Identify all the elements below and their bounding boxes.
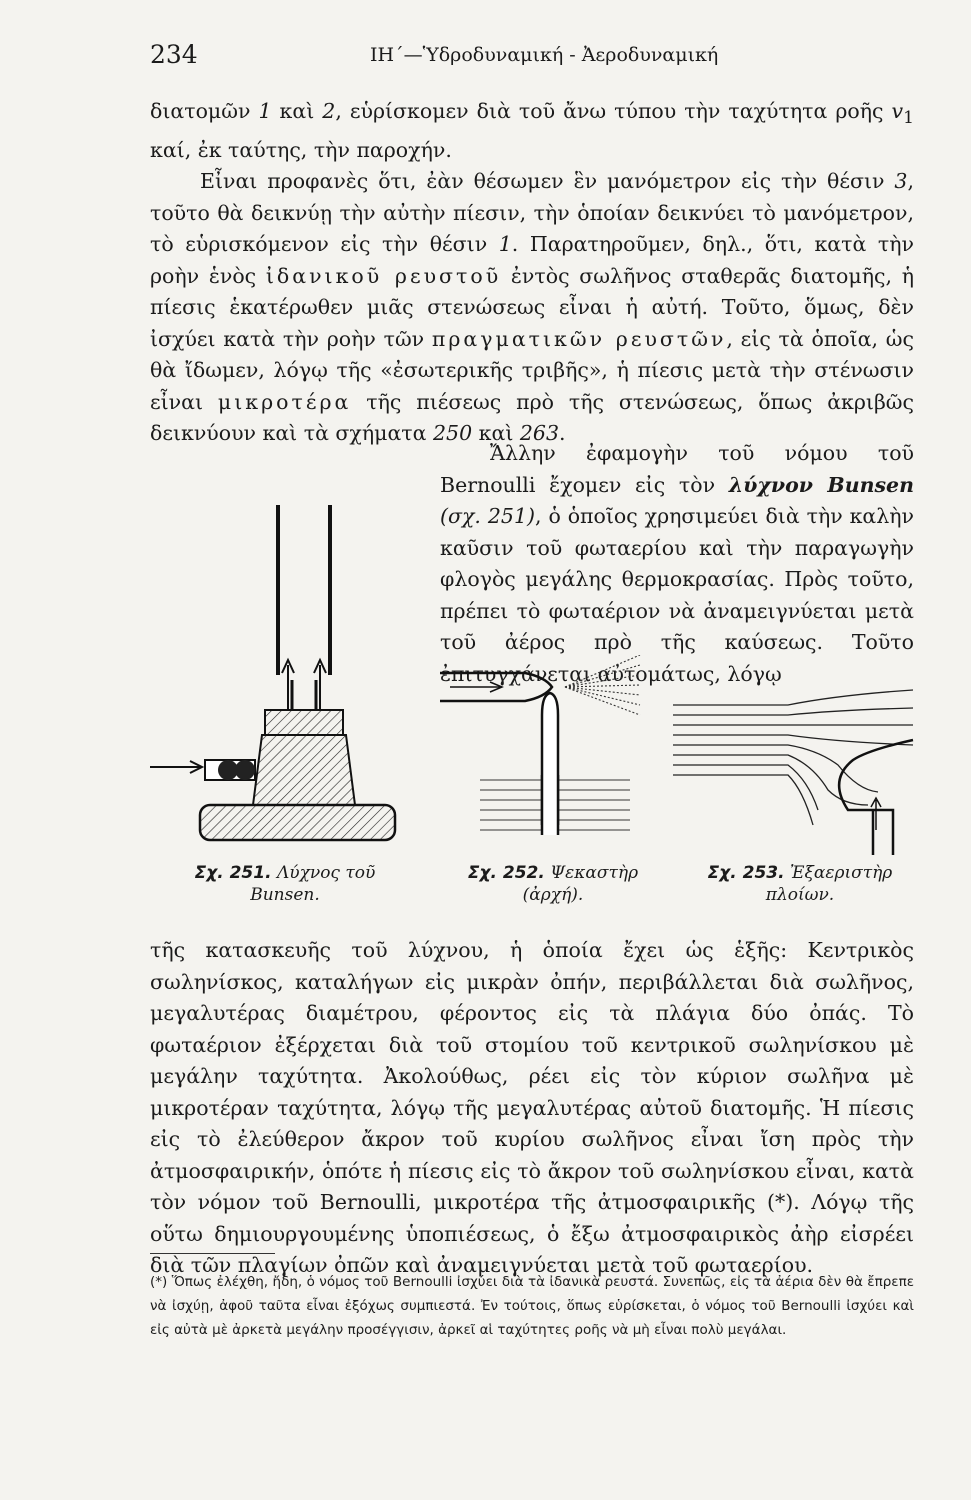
- term-bunsen-lamp: λύχνον Bunsen: [728, 472, 914, 497]
- term-real-fluids: πραγματικῶν ρευστῶν: [431, 326, 727, 351]
- figure-253-ventilator: [668, 680, 918, 855]
- intro-paragraph: διατομῶν 1 καὶ 2, εὑρίσκομεν διὰ τοῦ ἄνω τύπου τὴν ταχύτητα ροῆς $v_1$ καί, ἐκ ταύτης, τὴν παροχήν.: [150, 99, 914, 162]
- footnote-rule: [150, 1253, 275, 1254]
- page-header: [150, 40, 910, 74]
- footnote: (*) Ὅπως ἐλέχθη, ἤδη, ὁ νόμος τοῦ Bernoulli ἰσχύει διὰ τὰ ἰδανικὰ ρευστά. Συνεπῶς, εἰς τὰ ἀέρια δὲν θὰ ἔπρεπε νὰ ἰσχύῃ, ἀφοῦ ταῦτα εἶναι ἐξόχως συμπιεστά. Ἐν τούτοις, ὅπως εὑρίσκεται, ὁ νόμος τοῦ Bernoulli ἰσχύει καὶ εἰς αὐτὰ μὲ ἀρκετὰ μεγάλην προσέγγισιν, ἀρκεῖ αἱ ταχύτητες ροῆς νὰ μὴ εἶναι πολὺ μεγάλαι.: [150, 1274, 914, 1338]
- term-smaller: μικροτέρα: [217, 389, 352, 414]
- caption-figure-252: Σχ. 252. Ψεκαστὴρ (ἀρχή).: [467, 863, 639, 905]
- figure-251-bunsen-burner: [150, 505, 410, 850]
- text-block-top: [150, 96, 914, 450]
- paragraph-bunsen-construction: τῆς κατασκευῆς τοῦ λύχνου, ἡ ὁποία ἔχει ὡς ἑξῆς: Κεντρικὸς σωληνίσκος, καταλήγων εἰς μικρὰν ὀπήν, περιβάλλεται διὰ σωλῆνος, μεγαλυτέρας διαμέτρου, φέροντος εἰς τὰ πλάγια δύο ὀπάς. Τὸ φωταέριον ἐξέρχεται διὰ τοῦ στομίου τοῦ κεντρικοῦ σωληνίσκου μὲ μεγάλην ταχύτητα. Ἀκολούθως, ρέει εἰς τὸν κύριον σωλῆνα μὲ μικροτέραν ταχύτητα, λόγῳ τῆς μεγαλυτέρας αὐτοῦ διατομῆς. Ἡ πίεσις εἰς τὸ ἐλεύθερον ἄκρον τοῦ κυρίου σωλῆνος εἶναι ἴση πρὸς τὴν ἀτμοσφαιρικήν, ὁπότε ἡ πίεσις εἰς τὸ ἄκρον τοῦ σωληνίσκου εἶναι, κατὰ τὸν νόμον τοῦ Bernoulli, μικροτέρα τῆς ἀτμοσφαιρικῆς (*). Λόγῳ τῆς οὕτω δημιουργουμένης ὑποπιέσεως, ὁ ἔξω ἀτμοσφαιρικὸς ἀὴρ εἰσρέει διὰ τῶν πλαγίων ὀπῶν καὶ ἀναμειγνύεται μετὰ τοῦ φωταερίου.: [150, 938, 914, 1277]
- term-ideal-fluid: ἰδανικοῦ ρευστοῦ: [265, 263, 502, 288]
- bunsen-paragraph: Ἄλλην ἐφαμογὴν τοῦ νόμου τοῦ Bernoulli ἔχομεν εἰς τὸν λύχνον Bunsen (σχ. 251), ὁ ὁποῖος χρησιμεύει διὰ τὴν καλὴν καῦσιν τοῦ φωταερίου καὶ τὴν παραγωγὴν φλογὸς μεγάλης θερμοκρασίας. Πρὸς τοῦτο, πρέπει τὸ φωταέριον νὰ ἀναμειγνύεται μετὰ τοῦ ἀέρος πρὸ τῆς καύσεως. Τοῦτο ἐπιτυγχάνεται αὐτομάτως, λόγῳ: [150, 438, 914, 1038]
- text-block-bottom: [150, 935, 914, 1282]
- figure-252-sprayer: [440, 655, 645, 850]
- page-number: 234: [150, 40, 198, 69]
- running-title: ΙΗ΄—Ὑδροδυναμική - Ἀεροδυναμική: [370, 44, 719, 66]
- caption-figure-253: Σχ. 253. Ἐξαεριστὴρ πλοίων.: [707, 863, 893, 905]
- caption-figure-251: Σχ. 251. Λύχνος τοῦ Bunsen.: [194, 863, 376, 905]
- paragraph-ideal-fluid: Εἶναι προφανὲς ὅτι, ἐὰν θέσωμεν ἓν μανόμετρον εἰς τὴν θέσιν 3, τοῦτο θὰ δεικνύῃ τὴν αὐτὴν πίεσιν, τὴν ὁποίαν δεικνύει τὸ μανόμετρον, τὸ εὑρισκόμενον εἰς τὴν θέσιν 1. Παρατηροῦμεν, δηλ., ὅτι, κατὰ τὴν ροὴν ἑνὸς ἰδανικοῦ ρευστοῦ ἐντὸς σωλῆνος σταθερᾶς διατομῆς, ἡ πίεσις ἑκατέρωθεν μιᾶς στενώσεως εἶναι ἡ αὐτή. Τοῦτο, ὅμως, δὲν ἰσχύει κατὰ τὴν ροὴν τῶν πραγματικῶν ρευστῶν, εἰς τὰ ὁποῖα, ὡς θὰ ἴδωμεν, λόγῳ τῆς «ἐσωτερικῆς τριβῆς», ἡ πίεσις μετὰ τὴν στένωσιν εἶναι μικροτέρα τῆς πιέσεως πρὸ τῆς στενώσεως, ὅπως ἀκριβῶς δεικνύουν καὶ τὰ σχήματα 250 καὶ 263.: [150, 169, 914, 446]
